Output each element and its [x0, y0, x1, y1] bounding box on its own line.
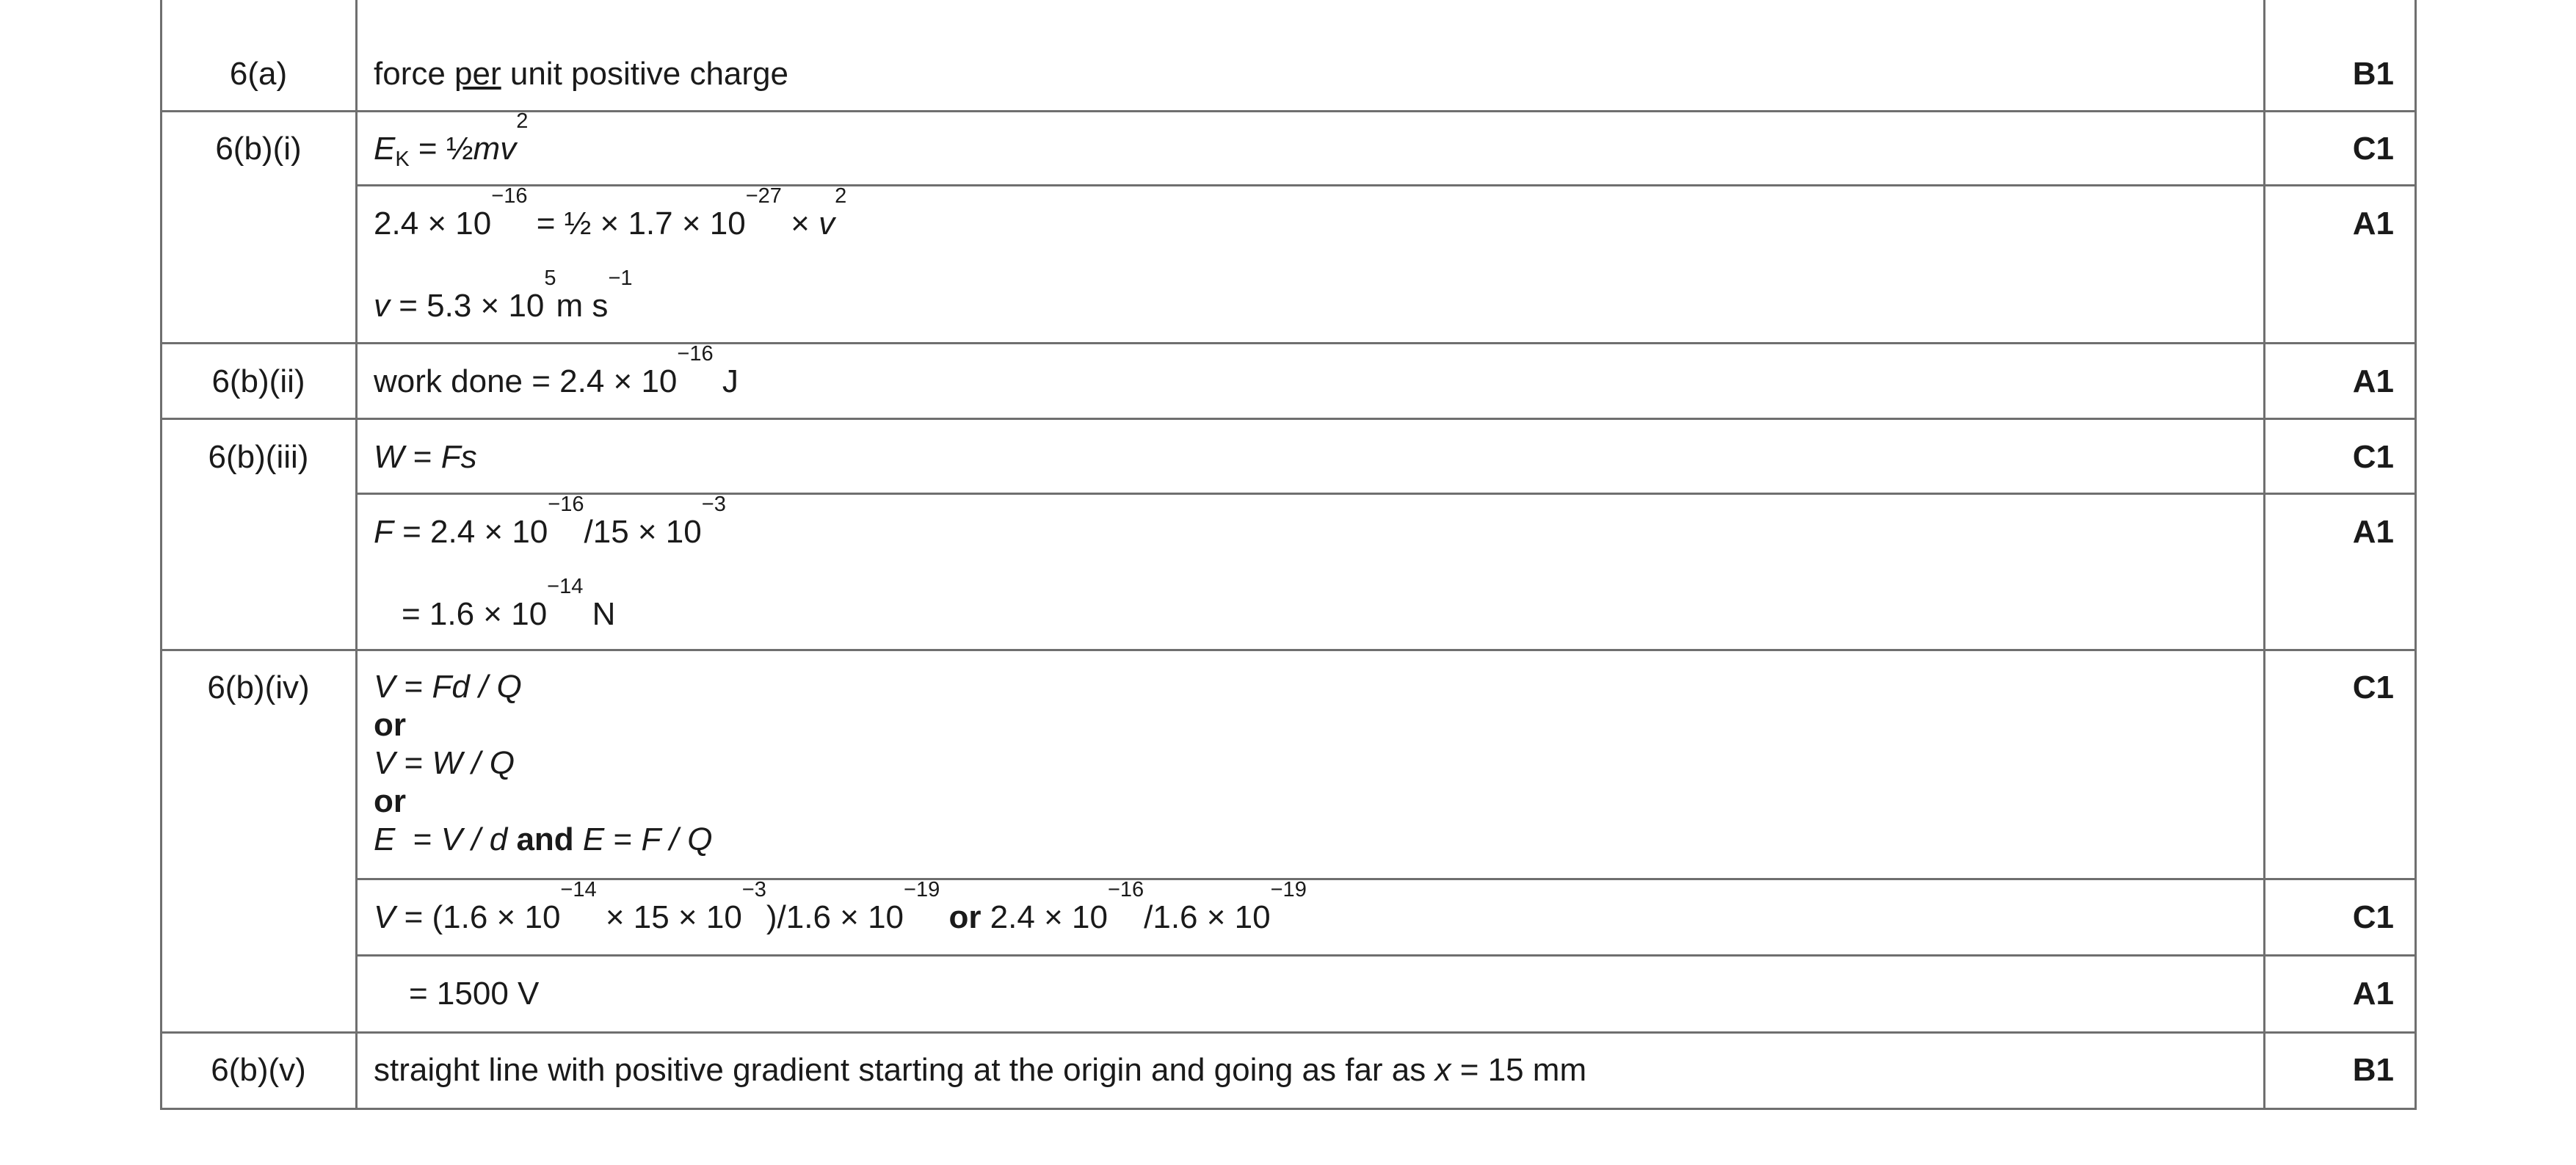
question-number: 6(b)(iv): [207, 669, 310, 705]
answer-text: work done = $2.4 \times 10^{-16}$ J: [374, 342, 739, 399]
subrow-divider: [355, 954, 2414, 957]
row-divider: [162, 110, 2414, 112]
mark: B1: [2352, 1052, 2394, 1088]
question-number: 6(a): [229, 56, 288, 92]
subrow-divider: [355, 493, 2414, 495]
mark-scheme-table: [160, 0, 2417, 1110]
mark: C1: [2352, 899, 2394, 935]
answer-text: W = Fs: [374, 439, 477, 475]
mark: A1: [2352, 206, 2394, 242]
question-number: 6(b)(iii): [208, 439, 309, 475]
question-number: 6(b)(i): [215, 131, 302, 167]
answer-text: = $1.6 \times 10^{-14}$ N: [402, 575, 616, 632]
row-divider: [162, 649, 2414, 651]
mark: C1: [2352, 669, 2394, 705]
question-number: 6(b)(ii): [211, 363, 305, 399]
answer-text: $F = 2.4 \times 10^{-16}/15 \times 10^{-3}$: [374, 493, 726, 550]
mark: A1: [2352, 514, 2394, 550]
mark: A1: [2352, 363, 2394, 399]
answer-text: $E_K$ = $\frac{1}{2}mv^2$: [374, 109, 529, 171]
column-divider: [2263, 0, 2265, 1108]
mark: C1: [2352, 439, 2394, 475]
question-number: 6(b)(v): [211, 1052, 306, 1088]
row-divider: [162, 418, 2414, 420]
row-divider: [162, 1031, 2414, 1034]
answer-text: force per unit positive charge: [374, 56, 788, 92]
answer-text: V = Fd / Q or V = W / Q or E = V / d and E = F / Q: [374, 669, 713, 857]
mark: B1: [2352, 56, 2394, 92]
answer-text: $V = (1.6 \times 10^{-14} \times 15 \times 10^{-3})/1.6 \times 10^{-19}$ or $2.4 \times 10^{-16}/1.6 \times 10^{-19}$: [374, 878, 1307, 935]
answer-text: straight line with positive gradient starting at the origin and going as far as x = 15 mm: [374, 1052, 1587, 1088]
answer-text: $v = 5.3 \times 10^5m$ $s^{-1}$: [374, 266, 633, 324]
column-divider: [355, 0, 358, 1108]
subrow-divider: [355, 878, 2414, 880]
answer-text: $2.4 \times 10^{-16}$ = ½ × $1.7 \times 10^{-27} \times v^2$: [374, 184, 847, 242]
mark: A1: [2352, 976, 2394, 1012]
answer-text: = 1500 V: [409, 976, 540, 1012]
subrow-divider: [355, 184, 2414, 186]
mark: C1: [2352, 131, 2394, 167]
row-divider: [162, 342, 2414, 344]
